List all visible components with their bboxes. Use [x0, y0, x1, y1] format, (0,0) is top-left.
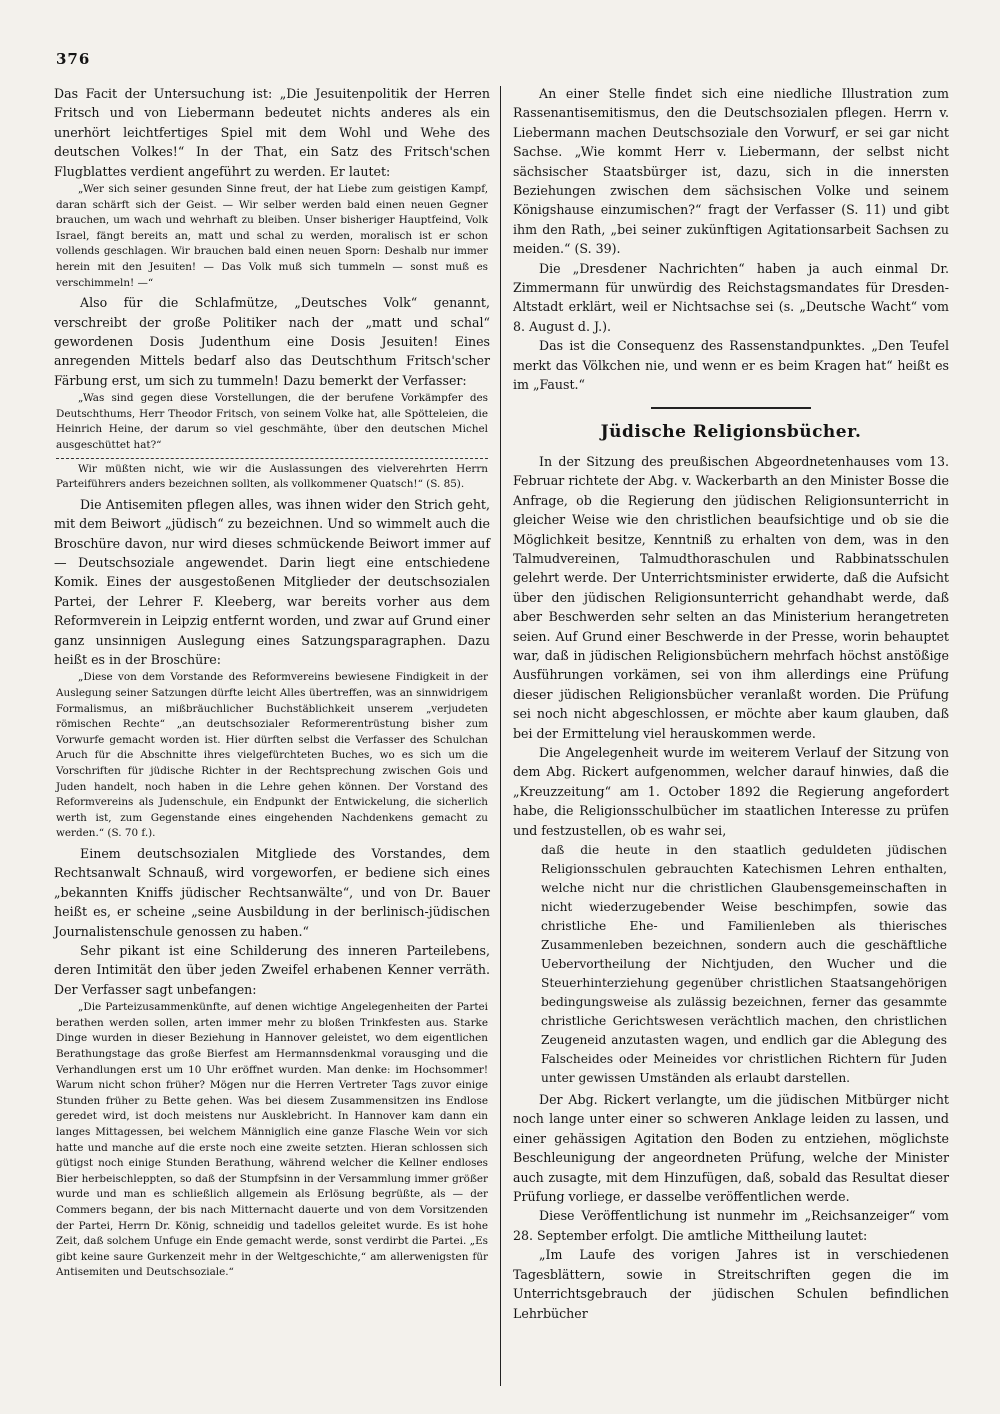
- section-rule: [651, 407, 811, 409]
- paragraph: Diese Veröffentlichung ist nunmehr im „Reichsanzeiger“ vom 28. September erfolgt. Die amtliche Mittheilung lautet:: [513, 1208, 949, 1243]
- quote-text: „Was sind gegen diese Vorstellungen, die der berufene Vorkämpfer des Deutschthums, Herr Theodor Fritsch, von seinem Volke hat, alle Spötteleien, die Heinrich Heine, der darum so viel geschmähte, über den deutschen Michel ausgeschüttet hat?“: [56, 392, 488, 451]
- block-quote: [54, 391, 490, 493]
- section-title: Jüdische Religionsbücher.: [600, 421, 862, 442]
- paragraph: An einer Stelle findet sich eine niedliche Illustration zum Rassenantisemitismus, den die Deutschsozialen pflegen. Herrn v. Liebermann machen Deutschsoziale den Vorwurf, er sei gar nicht Sachse. „Wie kommt Herr v. Liebermann, der selbst nicht sächsischer Staatsbürger ist, dazu, sich in die innersten Beziehungen zwischen dem sächsischen Volke und seinem Königshause einzumischen?“ fragt der Verfasser (S. 11) und gibt ihm den Rath, „bei seiner zukünftigen Agitationsarbeit Sachsen zu meiden.“ (S. 39).: [513, 86, 949, 257]
- page-number: 376: [56, 50, 91, 68]
- paragraph: Die Angelegenheit wurde im weiterem Verlauf der Sitzung von dem Abg. Rickert aufgenommen, welcher darauf hinwies, daß die „Kreuzzeitung“ am 1. October 1892 die Regierung angefordert habe, die Religionsschulbücher im staatlichen Interesse zu prüfen und festzustellen, ob es wahr sei,: [513, 745, 949, 838]
- block-quote: [54, 670, 490, 842]
- block-quote: [54, 1000, 490, 1281]
- paragraph: Einem deutschsozialen Mitgliede des Vorstandes, dem Rechtsanwalt Schnauß, wird vorgeworfen, er bediene sich eines „bekannten Kniffs jüdischer Rechtsanwälte“, und von Dr. Bauer heißt es, er scheine „seine Ausbildung in der berlinisch-jüdischen Journalistenschule genossen zu haben.“: [54, 845, 490, 939]
- block-quote: [54, 182, 490, 291]
- paragraph: Das ist die Consequenz des Rassenstandpunktes. „Den Teufel merkt das Völkchen nie, und wenn er es beim Kragen hat“ heißt es im „Faust.“: [513, 338, 949, 393]
- paragraph: In der Sitzung des preußischen Abgeordnetenhauses vom 13. Februar richtete der Abg. v. Wackerbarth an den Minister Bosse die Anfrage, ob die Regierung den jüdischen Religionsunterricht in gleicher Weise wie den christlichen beaufsichtige und ob sie die Möglichkeit besitze, Kenntniß zu erhalten von dem, was in den Talmudvereinen, Talmudthoraschulen und Rabbinatsschulen gelehrt werde. Der Unterrichtsminister erwiderte, daß die Aufsicht über den jüdischen Religionsunterricht gehandhabt werde, daß aber Beschwerden sehr selten an das Ministerium herangetreten seien. Auf Grund einer Beschwerde in der Presse, worin behauptet war, daß in jüdischen Religionsbüchern mehrfach höchst anstößige Ausführungen vorkämen, sei von ihm allerdings eine Prüfung dieser jüdischen Religionsbücher veranlaßt worden. Die Prüfung sei noch nicht abgeschlossen, er möchte aber kaum glauben, daß bei der Ermittelung viel herauskommen werde.: [513, 453, 949, 741]
- paragraph: Der Abg. Rickert verlangte, um die jüdischen Mitbürger nicht noch lange unter einer so schweren Anklage leiden zu lassen, und einer gehässigen Agitation den Boden zu entziehen, möglichste Beschleunigung der angeordneten Prüfung, welche der Minister auch zusagte, mit dem Hinzufügen, daß, sobald das Resultat dieser Prüfung vorliege, er dasselbe veröffentlichen werde.: [513, 1092, 949, 1205]
- left-column: [54, 84, 490, 1283]
- right-column: [513, 84, 949, 1323]
- quote-text: „Die Parteizusammenkünfte, auf denen wichtige Angelegenheiten der Partei berathen werden sollen, arten immer mehr zu bloßen Trinkfesten aus. Starke Dinge wurden in dieser Beziehung in Hannover geleistet, wo dem eigentlichen Berathungstage das große Bierfest am Hermannsdenkmal vorausging und die Verhandlungen erst um 10 Uhr eröffnet wurden. Man denke: im Hochsommer! Warum nicht schon früher? Mögen nur die Herren Vertreter Tags zuvor einige Stunden früher zu Bette gehen. Was bei diesem Zusammensitzen ins Endlose geredet wird, ist doch meistens nur Ausklebricht. In Hannover kam dann ein langes Mittagessen, bei welchem Männiglich eine ganze Flasche Wein vor sich hatte und manche auf die erste noch eine zweite setzten. Hieran schlossen sich gütigst noch einige Stunden Berathung, während welcher die Kellner endloses Bier herbeischleppten, so daß der Stumpfsinn in der Versammlung immer größer wurde und man es schließlich allgemein als Erlösung begrüßte, als — der Commers begann, der bis nach Mitternacht dauerte und von dem Vorsitzenden der Partei, Herrn Dr. König, schneidig und tadellos geleitet wurde. Es ist hohe Zeit, daß solchem Unfuge ein Ende gemacht werde, sonst verdirbt die Partei. „Es gibt keine saure Gurkenzeit mehr in der Weltgeschichte,“ am allerwenigsten für Antisemiten und Deutschsoziale.“: [56, 1001, 488, 1279]
- quote-text: „Wer sich seiner gesunden Sinne freut, der hat Liebe zum geistigen Kampf, daran schärft sich der Geist. — Wir selber werden bald einen neuen Gegner brauchen, um wach und wehrhaft zu bleiben. Unser bisheriger Hauptfeind, Volk Israel, fängt bereits an, matt und schal zu werden, moralisch ist er schon vollends geschlagen. Wir brauchen bald einen neuen Sporn: Deshalb nur immer herein mit den Jesuiten! — Das Volk muß sich tummeln — sonst muß es verschimmeln! —“: [56, 183, 488, 289]
- quote-text: „Diese von dem Vorstande des Reformvereins bewiesene Findigkeit in der Auslegung seiner Satzungen dürfte leicht Alles übertreffen, was an sinnwidrigem Formalismus, an mißbräuchlicher Buchstäblichkeit unserem „verjudeten römischen Rechte“ „an deutschsozialer Reformerentrüstung bisher zum Vorwurfe gemacht worden ist. Hier dürften selbst die Verfasser des Schulchan Aruch für die Abschnitte ihres vielgefürchteten Buches, wo es sich um die Vorschriften für jüdische Richter in der Rechtsprechung zwischen Gois und Juden handelt, noch haben in die Lehre gehen können. Der Vorstand des Reformvereins als Judenschule, ein Endpunkt der Entwickelung, die sicherlich werth ist, zum Gegenstande eines eingehenden Nachdenkens gemacht zu werden.“ (S. 70 f.).: [56, 671, 488, 840]
- paragraph: Die „Dresdener Nachrichten“ haben ja auch einmal Dr. Zimmermann für unwürdig des Reichstagsmandates für Dresden-Altstadt erklärt, weil er Nichtsachse sei (s. „Deutsche Wacht“ vom 8. August d. J.).: [513, 260, 949, 334]
- paragraph: Also für die Schlafmütze, „Deutsches Volk“ genannt, verschreibt der große Politiker nach der „matt und schal“ gewordenen Dosis Judenthum eine Dosis Jesuiten! Eines anregenden Mittels bedarf also das Deutschthum Fritsch'scher Färbung erst, um sich zu tummeln! Dazu bemerkt der Verfasser:: [54, 295, 490, 388]
- dashed-divider: [56, 458, 488, 459]
- quote-text: daß die heute in den staatlich geduldeten jüdischen Religionsschulen gebrauchten Katechismen Lehren enthalten, welche nicht nur die christlichen Glaubensgemeinschaften in nicht wiederzugebender Weise beschimpfen, sowie das christliche Ehe- und Familienleben als thierisches Zusammenleben bezeichnen, sondern auch die geschäftliche Uebervortheilung der Nichtjuden, den Wucher und die Steuerhinterziehung gegenüber christlichen Staatsangehörigen bedingungsweise als zulässig bezeichnen, ferner das gesammte christliche Gerichtswesen verächtlich machen, den christlichen Zeugeneid anzutasten wagen, und endlich gar die Ablegung des Falscheides oder Meineides vor christlichen Richtern für Juden unter gewissen Umständen als erlaubt darstellen.: [541, 843, 947, 1086]
- column-divider: [500, 86, 501, 1386]
- paragraph: Das Facit der Untersuchung ist: „Die Jesuitenpolitik der Herren Fritsch und von Liebermann bedeutet nichts anderes als ein unerhört leichtfertiges Spiel mit dem Wohl und Wehe des deutschen Volkes!“ In der That, ein Satz des Fritsch'schen Flugblattes verdient angeführt zu werden. Er lautet:: [54, 86, 490, 179]
- quote-text: Wir müßten nicht, wie wir die Auslassungen des vielverehrten Herrn Parteiführers anders bezeichnen sollten, als vollkommener Quatsch!“ (S. 85).: [56, 462, 488, 491]
- paragraph: Sehr pikant ist eine Schilderung des inneren Parteilebens, deren Intimität den über jeden Zweifel erhabenen Kenner verräth. Der Verfasser sagt unbefangen:: [54, 943, 490, 997]
- block-quote: [513, 841, 949, 1088]
- paragraph: Die Antisemiten pflegen alles, was ihnen wider den Strich geht, mit dem Beiwort „jüdisch“ zu bezeichnen. Und so wimmelt auch die Broschüre davon, nur wird dieses schmückende Beiwort immer auf — Deutschsoziale angewendet. Darin liegt eine entschiedene Komik. Eines der ausgestoßenen Mitglieder der deutschsozialen Partei, der Lehrer F. Kleeberg, war bereits vorher aus dem Reformverein in Leipzig entfernt worden, und zwar auf Grund einer ganz unsinnigen Auslegung eines Satzungsparagraphen. Dazu heißt es in der Broschüre:: [54, 496, 490, 668]
- paragraph: „Im Laufe des vorigen Jahres ist in verschiedenen Tagesblättern, sowie in Streitschriften gegen die im Unterrichtsgebrauch der jüdischen Schulen befindlichen Lehrbücher: [513, 1247, 949, 1321]
